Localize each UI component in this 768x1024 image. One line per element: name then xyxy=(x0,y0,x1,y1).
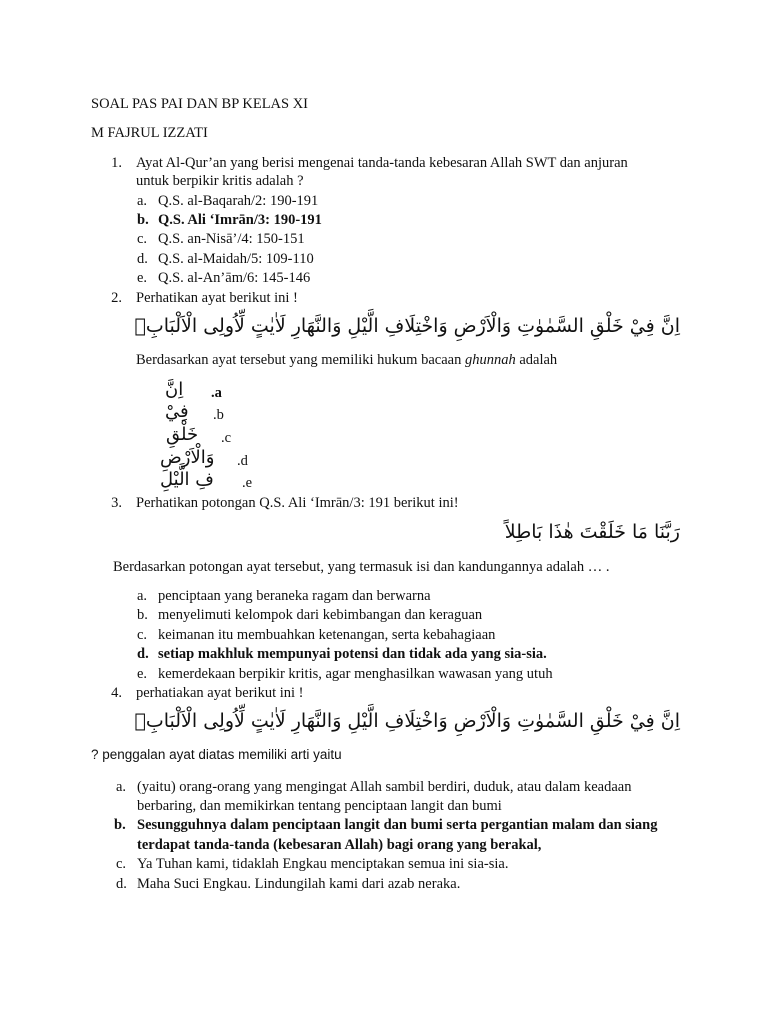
option-letter: c. xyxy=(137,627,148,643)
option-letter: .e xyxy=(242,475,253,491)
option-letter: a. xyxy=(116,779,127,795)
option-letter: d. xyxy=(116,876,127,892)
option-letter: a. xyxy=(137,193,148,209)
option-letter: e. xyxy=(137,666,148,682)
option-text-answer: Sesungguhnya dalam penciptaan langit dan bumi serta pergantian malam dan siang xyxy=(137,817,658,833)
option-text-answer: terdapat tanda-tanda (kebesaran Allah) bagi orang yang berakal, xyxy=(137,837,542,853)
option-letter: b. xyxy=(114,817,126,833)
option-text: penciptaan yang beraneka ragam dan berwarna xyxy=(158,588,431,604)
prompt-text: adalah xyxy=(515,352,558,368)
question-number: 4. xyxy=(111,685,122,701)
option-text-answer: Q.S. Ali ‘Imrān/3: 190-191 xyxy=(158,212,322,228)
prompt-text: Berdasarkan ayat tersebut yang memiliki hukum bacaan xyxy=(136,352,465,368)
option-letter: .c xyxy=(221,430,232,446)
arabic-option: خَلْقِ xyxy=(166,424,199,445)
option-text-answer: setiap makhluk mempunyai potensi dan tidak ada yang sia-sia. xyxy=(158,646,547,662)
option-text: Q.S. al-An’ām/6: 145-146 xyxy=(158,270,311,286)
student-name: M FAJRUL IZZATI xyxy=(91,125,208,141)
option-letter: a. xyxy=(137,588,148,604)
option-text: (yaitu) orang-orang yang mengingat Allah sambil berdiri, duduk, atau dalam keadaan xyxy=(137,779,632,795)
option-letter: b. xyxy=(137,607,148,623)
question-number: 1. xyxy=(111,155,122,171)
question-number: 2. xyxy=(111,290,122,306)
option-text: Q.S. al-Baqarah/2: 190-191 xyxy=(158,193,319,209)
arabic-verse: اِنَّ فِيْ خَلْقِ السَّمٰوٰتِ وَالْاَرْضِ وَاخْتِلَافِ الَّيْلِ وَالنَّهَارِ لَاٰيٰتٍ لِّاُولِى الْاَلْبَابِۙ xyxy=(134,315,680,337)
option-text: keimanan itu membuahkan ketenangan, serta kebahagiaan xyxy=(158,627,496,643)
option-text: Q.S. al-Maidah/5: 109-110 xyxy=(158,251,314,267)
option-letter: d. xyxy=(137,646,149,662)
prompt-italic-term: ghunnah xyxy=(464,352,516,368)
option-letter: .a xyxy=(211,385,222,401)
document-title: SOAL PAS PAI DAN BP KELAS XI xyxy=(91,96,309,112)
question-prompt: Berdasarkan potongan ayat tersebut, yang termasuk isi dan kandungannya adalah … . xyxy=(113,559,610,575)
question-number: 3. xyxy=(111,495,122,511)
option-letter: c. xyxy=(116,856,127,872)
question-text: Ayat Al-Qur’an yang berisi mengenai tanda-tanda kebesaran Allah SWT dan anjuran xyxy=(136,155,628,171)
arabic-option: فِ الَّيْلِ xyxy=(160,469,214,490)
option-text: Q.S. an-Nisā’/4: 150-151 xyxy=(158,231,305,247)
option-text: kemerdekaan berpikir kritis, agar menghasilkan wawasan yang utuh xyxy=(158,666,553,682)
option-text: berbaring, dan memikirkan tentang penciptaan langit dan bumi xyxy=(137,798,502,814)
question-text: perhatiakan ayat berikut ini ! xyxy=(136,685,304,701)
option-letter: b. xyxy=(137,212,149,228)
option-letter: .b xyxy=(213,407,224,423)
option-text: Maha Suci Engkau. Lindungilah kami dari azab neraka. xyxy=(137,876,461,892)
question-text: Perhatikan ayat berikut ini ! xyxy=(136,290,298,306)
option-letter: .d xyxy=(237,453,248,469)
option-text: Ya Tuhan kami, tidaklah Engkau menciptakan semua ini sia-sia. xyxy=(137,856,509,872)
option-letter: c. xyxy=(137,231,148,247)
option-text: menyelimuti kelompok dari kebimbangan dan keraguan xyxy=(158,607,483,623)
arabic-option: اِنَّ xyxy=(165,379,184,400)
question-text: untuk berpikir kritis adalah ? xyxy=(136,173,304,189)
arabic-verse: اِنَّ فِيْ خَلْقِ السَّمٰوٰتِ وَالْاَرْضِ وَاخْتِلَافِ الَّيْلِ وَالنَّهَارِ لَاٰيٰتٍ لِّاُولِى الْاَلْبَابِۙ xyxy=(134,710,680,732)
arabic-option: فِيْ xyxy=(165,401,189,422)
arabic-verse: رَبَّنَا مَا خَلَقْتَ هٰذَا بَاطِلاً xyxy=(504,521,680,543)
question-prompt xyxy=(136,351,557,369)
option-letter: e. xyxy=(137,270,148,286)
question-text: Perhatikan potongan Q.S. Ali ‘Imrān/3: 191 berikut ini! xyxy=(136,495,459,511)
option-letter: d. xyxy=(137,251,148,267)
question-prompt: ? penggalan ayat diatas memiliki arti yaitu xyxy=(91,747,342,762)
arabic-option: وَالْاَرْضِ xyxy=(160,447,215,468)
